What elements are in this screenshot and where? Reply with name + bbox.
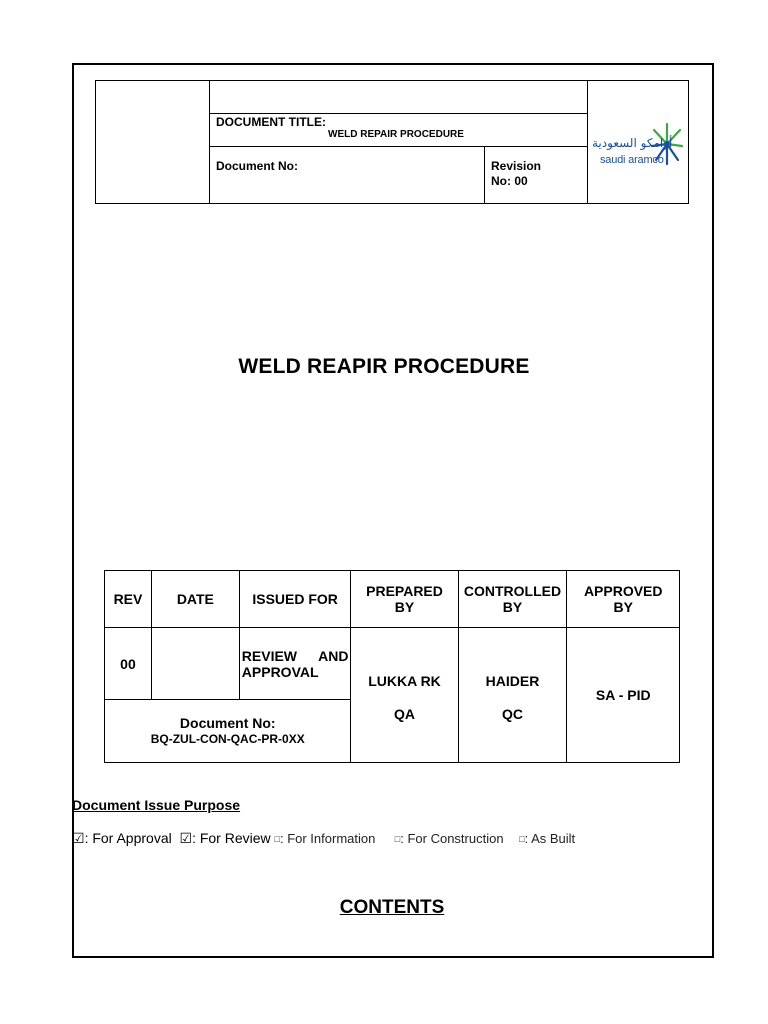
header-approved-by-line2: BY xyxy=(613,599,633,615)
checked-box-icon: ☑ xyxy=(179,830,193,846)
prepared-by-dept: QA xyxy=(394,706,415,722)
header-prepared-by-line2: BY xyxy=(394,599,415,615)
header-top-cell xyxy=(210,81,588,114)
option-for-information[interactable] xyxy=(275,831,376,846)
option-for-approval[interactable] xyxy=(72,830,172,847)
header-controlled-by-line1: CONTROLLED xyxy=(463,583,562,599)
cell-approved-by: SA - PID xyxy=(567,628,680,763)
header-controlled-by xyxy=(458,571,567,628)
cell-prepared-by xyxy=(351,628,458,763)
issued-for-word2: AND xyxy=(318,648,349,664)
cell-rev: 00 xyxy=(105,628,152,700)
document-title-label: DOCUMENT TITLE: xyxy=(216,115,326,129)
document-header-table xyxy=(95,80,689,204)
cell-controlled-by xyxy=(458,628,567,763)
header-revision-label: Revision xyxy=(491,159,542,173)
page-title: WELD REAPIR PROCEDURE xyxy=(238,355,530,378)
option-label: : For Information xyxy=(279,831,376,846)
logo-arabic-text: أرامكو السعودية xyxy=(592,136,673,150)
header-issued-for: ISSUED FOR xyxy=(239,571,351,628)
option-as-built[interactable] xyxy=(519,831,575,846)
issue-purpose-options xyxy=(72,830,575,847)
document-no-label: Document No: xyxy=(179,715,276,731)
header-revision-value: No: 00 xyxy=(491,174,528,188)
cell-issued-for xyxy=(239,628,351,700)
header-approved-by xyxy=(567,571,680,628)
document-no-value: BQ-ZUL-CON-QAC-PR-0XX xyxy=(150,732,305,746)
header-revision-cell xyxy=(485,147,588,204)
revision-table-header-row xyxy=(105,571,680,628)
checked-box-icon: ☑ xyxy=(72,830,85,846)
option-for-construction[interactable] xyxy=(395,831,504,846)
header-date: DATE xyxy=(151,571,239,628)
unchecked-box-icon: □ xyxy=(274,834,280,844)
saudi-aramco-logo xyxy=(588,102,688,182)
header-prepared-by xyxy=(351,571,458,628)
issued-for-line2: APPROVAL xyxy=(241,664,319,680)
option-label: : For Construction xyxy=(400,831,504,846)
issue-purpose-heading: Document Issue Purpose xyxy=(72,797,241,813)
option-for-review[interactable] xyxy=(180,830,271,847)
issued-for-word1: REVIEW xyxy=(241,648,298,664)
controlled-by-name: HAIDER xyxy=(485,673,540,689)
option-label: : For Review xyxy=(192,830,271,846)
logo-cell xyxy=(588,81,689,204)
header-controlled-by-line2: BY xyxy=(502,599,523,615)
document-title-cell xyxy=(210,114,588,147)
logo-latin-text: saudi aramco xyxy=(600,154,664,166)
unchecked-box-icon: □ xyxy=(519,834,525,844)
option-label: : As Built xyxy=(524,831,576,846)
cell-document-no xyxy=(105,700,351,763)
header-prepared-by-line1: PREPARED xyxy=(366,583,443,599)
issued-for-line1 xyxy=(242,648,349,664)
header-doc-no-cell xyxy=(210,147,485,204)
header-doc-no-label: Document No: xyxy=(216,159,298,173)
option-label: : For Approval xyxy=(84,830,172,846)
contents-heading: CONTENTS xyxy=(339,897,445,918)
header-rev: REV xyxy=(105,571,152,628)
prepared-by-name: LUKKA RK xyxy=(368,673,441,689)
controlled-by-dept: QC xyxy=(502,706,523,722)
cell-date xyxy=(151,628,239,700)
header-blank-cell xyxy=(96,81,210,204)
table-row xyxy=(105,628,680,700)
unchecked-box-icon: □ xyxy=(394,834,401,844)
document-title-value: WELD REPAIR PROCEDURE xyxy=(328,129,464,140)
revision-table xyxy=(104,570,680,763)
header-approved-by-line1: APPROVED xyxy=(583,583,663,599)
